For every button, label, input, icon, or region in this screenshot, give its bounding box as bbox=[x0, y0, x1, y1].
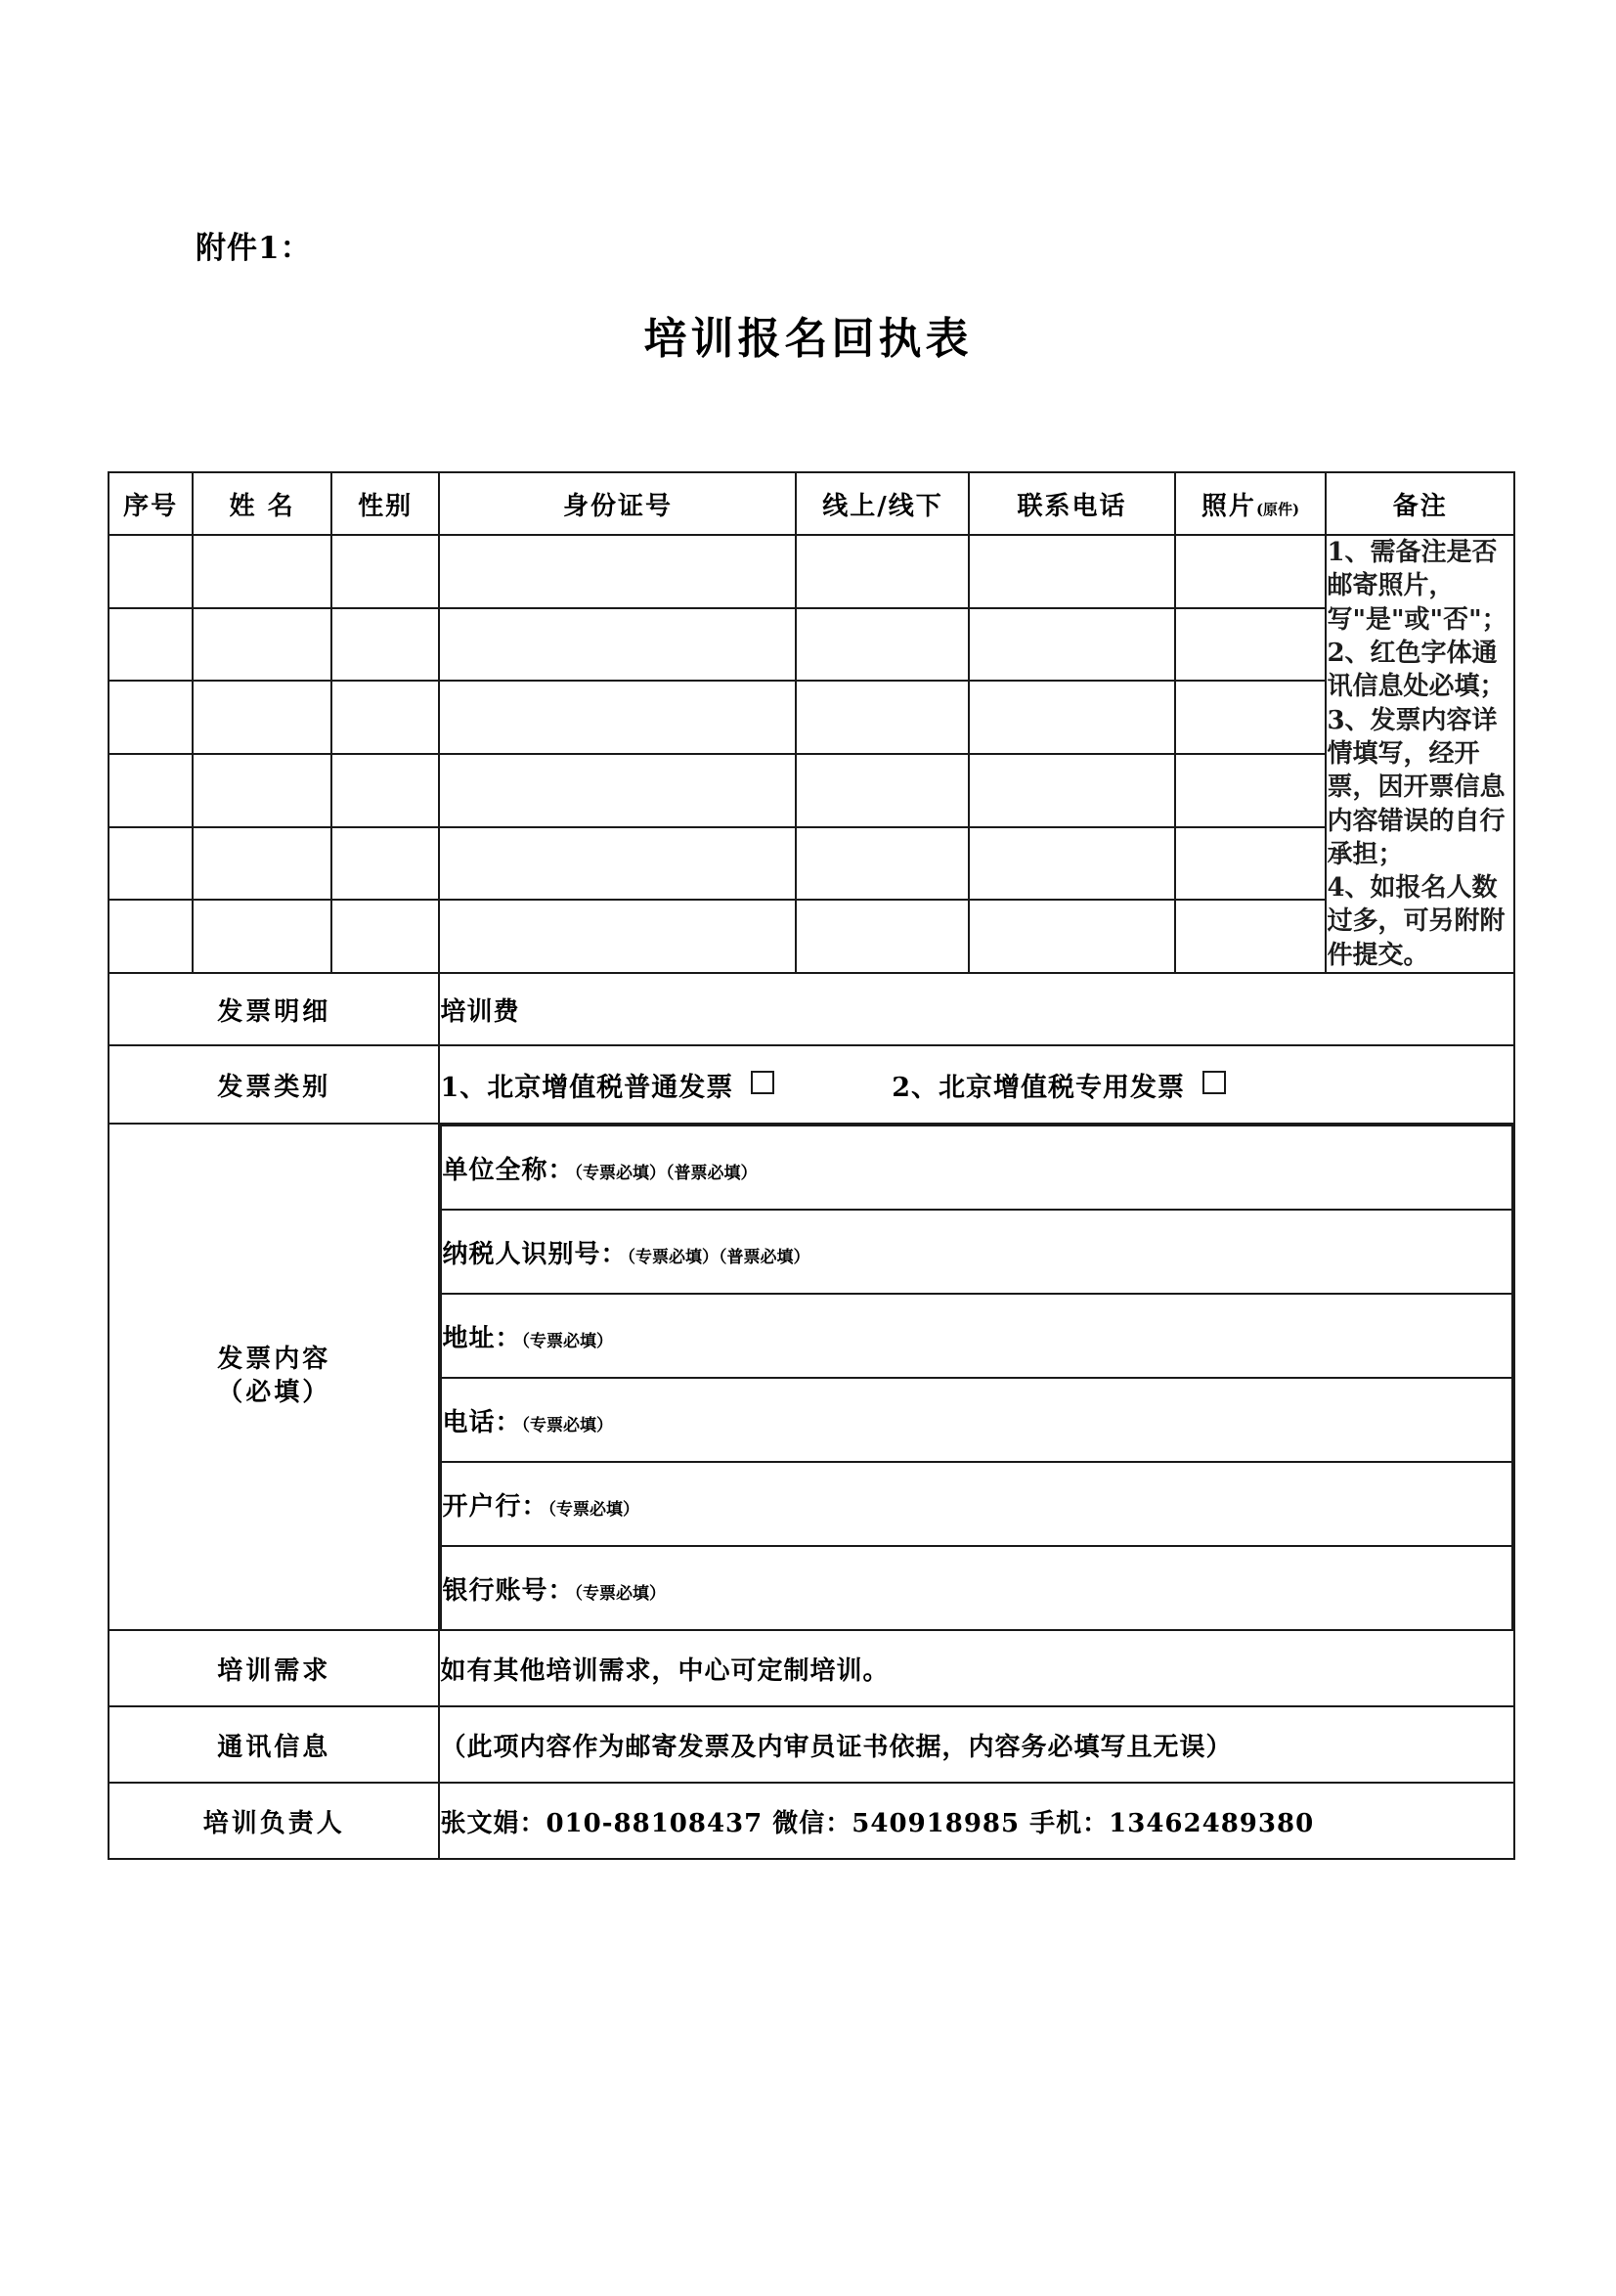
cell-id-number[interactable] bbox=[439, 681, 796, 754]
cell-online-offline[interactable] bbox=[796, 608, 969, 682]
field-address-label: 地址： bbox=[442, 1323, 522, 1353]
cell-name[interactable] bbox=[193, 681, 331, 754]
invoice-type-checkbox-special[interactable] bbox=[1202, 1071, 1226, 1094]
field-row-bank-account bbox=[441, 1546, 1512, 1629]
label-contact-info: 通讯信息 bbox=[109, 1706, 439, 1783]
table-header-row bbox=[109, 472, 1514, 535]
row-invoice-detail bbox=[109, 973, 1514, 1045]
col-header-name: 姓 名 bbox=[193, 472, 331, 535]
page-title: 培训报名回执表 bbox=[643, 314, 973, 364]
registration-form-table bbox=[108, 471, 1515, 1860]
cell-name[interactable] bbox=[193, 608, 331, 682]
field-company-name-note: （专票必填）（普票必填） bbox=[574, 1163, 758, 1183]
invoice-type-checkbox-general[interactable] bbox=[751, 1071, 774, 1094]
cell-gender[interactable] bbox=[331, 535, 440, 608]
col-header-gender: 性别 bbox=[331, 472, 440, 535]
cell-gender[interactable] bbox=[331, 827, 440, 901]
field-address[interactable] bbox=[441, 1294, 1512, 1378]
value-training-manager: 张文娟：010-88108437 微信：540918985 手机：13462489380 bbox=[439, 1783, 1514, 1859]
field-tax-id-label: 纳税人识别号： bbox=[442, 1239, 628, 1269]
cell-index[interactable] bbox=[109, 535, 193, 608]
cell-id-number[interactable] bbox=[439, 827, 796, 901]
cell-remarks-notes bbox=[1326, 535, 1514, 973]
field-phone[interactable] bbox=[441, 1378, 1512, 1462]
value-invoice-detail[interactable]: 培训费 bbox=[439, 973, 1514, 1045]
label-invoice-detail: 发票明细 bbox=[109, 973, 439, 1045]
field-tax-id-note: （专票必填）（普票必填） bbox=[627, 1247, 810, 1267]
col-header-index: 序号 bbox=[109, 472, 193, 535]
cell-phone[interactable] bbox=[969, 681, 1174, 754]
cell-id-number[interactable] bbox=[439, 900, 796, 973]
remark-note-2: 2、红色字体通讯信息处必填； bbox=[1327, 638, 1506, 702]
cell-photo[interactable] bbox=[1175, 900, 1327, 973]
field-bank-name-note: （专票必填） bbox=[547, 1499, 639, 1520]
cell-id-number[interactable] bbox=[439, 754, 796, 827]
col-header-remarks: 备注 bbox=[1326, 472, 1514, 535]
row-invoice-type bbox=[109, 1045, 1514, 1124]
cell-photo[interactable] bbox=[1175, 681, 1327, 754]
cell-gender[interactable] bbox=[331, 608, 440, 682]
cell-index[interactable] bbox=[109, 681, 193, 754]
field-company-name[interactable] bbox=[441, 1126, 1512, 1210]
label-invoice-content-line2: （必填） bbox=[217, 1378, 331, 1408]
cell-phone[interactable] bbox=[969, 827, 1174, 901]
cell-index[interactable] bbox=[109, 754, 193, 827]
field-row-address bbox=[441, 1294, 1512, 1378]
field-company-name-label: 单位全称： bbox=[442, 1155, 575, 1185]
table-row bbox=[109, 535, 1514, 608]
cell-name[interactable] bbox=[193, 754, 331, 827]
field-bank-name[interactable] bbox=[441, 1462, 1512, 1546]
cell-index[interactable] bbox=[109, 608, 193, 682]
field-phone-note: （专票必填） bbox=[521, 1415, 613, 1435]
remark-note-1: 1、需备注是否邮寄照片，写"是"或"否"； bbox=[1327, 538, 1507, 635]
cell-id-number[interactable] bbox=[439, 535, 796, 608]
remark-note-4: 4、如报名人数过多，可另附附件提交。 bbox=[1327, 873, 1506, 970]
invoice-type-option-2: 2、北京增值税专用发票 bbox=[892, 1072, 1186, 1103]
field-phone-label: 电话： bbox=[442, 1407, 522, 1437]
invoice-type-option-1: 1、北京增值税普通发票 bbox=[440, 1072, 734, 1103]
row-contact-info bbox=[109, 1706, 1514, 1783]
cell-id-number[interactable] bbox=[439, 608, 796, 682]
attachment-label: 附件1： bbox=[196, 231, 312, 266]
field-row-tax-id bbox=[441, 1210, 1512, 1294]
table-row bbox=[109, 754, 1514, 827]
label-training-manager: 培训负责人 bbox=[109, 1783, 439, 1859]
cell-online-offline[interactable] bbox=[796, 754, 969, 827]
value-invoice-type bbox=[439, 1045, 1514, 1124]
table-row bbox=[109, 681, 1514, 754]
invoice-fields-table bbox=[440, 1125, 1513, 1629]
cell-photo[interactable] bbox=[1175, 535, 1327, 608]
label-invoice-content bbox=[109, 1124, 439, 1630]
cell-online-offline[interactable] bbox=[796, 535, 969, 608]
cell-name[interactable] bbox=[193, 900, 331, 973]
cell-name[interactable] bbox=[193, 535, 331, 608]
cell-gender[interactable] bbox=[331, 681, 440, 754]
table-row bbox=[109, 900, 1514, 973]
invoice-content-fields bbox=[439, 1124, 1514, 1630]
remark-note-3: 3、发票内容详情填写，经开票，因开票信息内容错误的自行承担； bbox=[1327, 705, 1506, 869]
field-tax-id[interactable] bbox=[441, 1210, 1512, 1294]
col-header-id-number: 身份证号 bbox=[439, 472, 796, 535]
row-training-manager bbox=[109, 1783, 1514, 1859]
field-row-phone bbox=[441, 1378, 1512, 1462]
cell-photo[interactable] bbox=[1175, 608, 1327, 682]
field-address-note: （专票必填） bbox=[521, 1331, 613, 1351]
label-invoice-type: 发票类别 bbox=[109, 1045, 439, 1124]
label-invoice-content-line1: 发票内容 bbox=[217, 1345, 331, 1375]
cell-gender[interactable] bbox=[331, 900, 440, 973]
cell-name[interactable] bbox=[193, 827, 331, 901]
field-bank-name-label: 开户行： bbox=[442, 1491, 548, 1522]
cell-phone[interactable] bbox=[969, 754, 1174, 827]
cell-online-offline[interactable] bbox=[796, 681, 969, 754]
field-row-company-name bbox=[441, 1126, 1512, 1210]
cell-online-offline[interactable] bbox=[796, 827, 969, 901]
cell-photo[interactable] bbox=[1175, 827, 1327, 901]
cell-phone[interactable] bbox=[969, 535, 1174, 608]
col-header-photo-label: 照片 bbox=[1201, 491, 1256, 521]
field-row-bank-name bbox=[441, 1462, 1512, 1546]
table-row bbox=[109, 827, 1514, 901]
cell-online-offline[interactable] bbox=[796, 900, 969, 973]
table-row bbox=[109, 608, 1514, 682]
col-header-photo bbox=[1175, 472, 1327, 535]
cell-index[interactable] bbox=[109, 827, 193, 901]
label-training-demand: 培训需求 bbox=[109, 1630, 439, 1706]
cell-photo[interactable] bbox=[1175, 754, 1327, 827]
value-training-demand[interactable]: 如有其他培训需求，中心可定制培训。 bbox=[439, 1630, 1514, 1706]
cell-index[interactable] bbox=[109, 900, 193, 973]
cell-gender[interactable] bbox=[331, 754, 440, 827]
row-training-demand bbox=[109, 1630, 1514, 1706]
row-invoice-content bbox=[109, 1124, 1514, 1630]
value-contact-info[interactable]: （此项内容作为邮寄发票及内审员证书依据，内容务必填写且无误） bbox=[439, 1706, 1514, 1783]
cell-phone[interactable] bbox=[969, 608, 1174, 682]
cell-phone[interactable] bbox=[969, 900, 1174, 973]
col-header-photo-sub: (原件) bbox=[1255, 500, 1300, 518]
field-bank-account-note: （专票必填） bbox=[574, 1583, 666, 1604]
field-bank-account-label: 银行账号： bbox=[442, 1575, 575, 1606]
col-header-phone: 联系电话 bbox=[969, 472, 1174, 535]
field-bank-account[interactable] bbox=[441, 1546, 1512, 1629]
col-header-online-offline: 线上/线下 bbox=[796, 472, 969, 535]
